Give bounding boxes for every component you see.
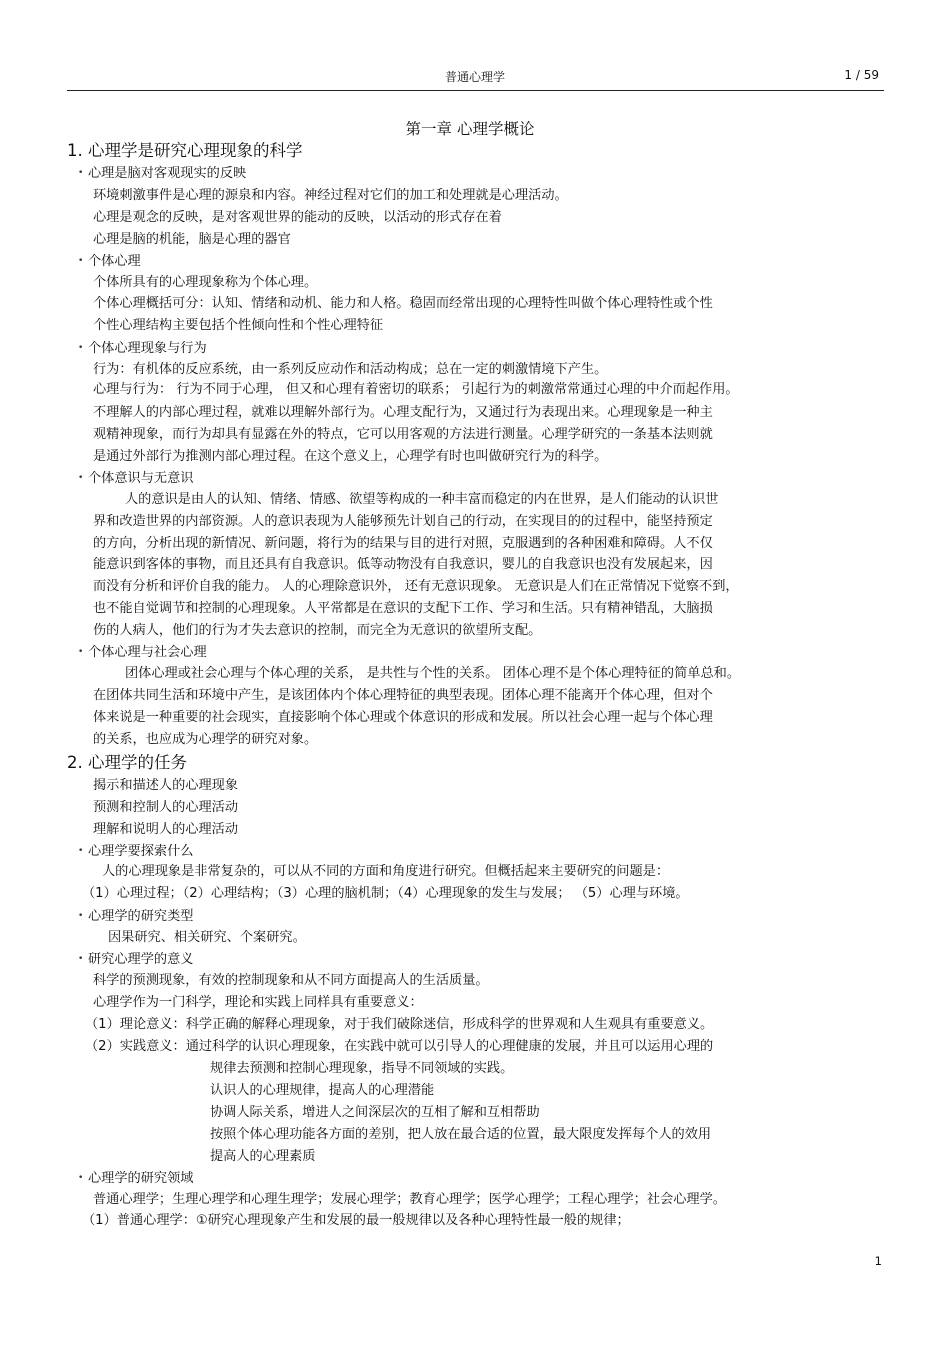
bullet-icon: •: [78, 168, 84, 178]
body-line: 行为：有机体的反应系统，由一系列反应动作和活动构成；总在一定的刺激情境下产生。: [93, 362, 608, 377]
body-line: 心理学作为一门科学，理论和实践上同样具有重要意义：: [93, 995, 423, 1010]
body-line: 人的心理现象是非常复杂的，可以从不同的方面和角度进行研究。但概括起来主要研究的问题是：: [102, 864, 670, 879]
section-heading: 1. 心理学是研究心理现象的科学: [67, 141, 303, 160]
running-header-title: 普通心理学: [444, 70, 505, 84]
body-line: 因果研究、相关研究、个案研究。: [108, 930, 306, 945]
bullet-heading: • 个体意识与无意识: [78, 471, 194, 486]
section-heading: 2. 心理学的任务: [67, 753, 187, 772]
bullet-icon: •: [78, 647, 84, 657]
bullet-heading: • 个体心理现象与行为: [78, 341, 207, 356]
body-line: 团体心理或社会心理与个体心理的关系， 是共性与个性的关系。 团体心理不是个体心理特征的简单总和。: [125, 666, 741, 681]
body-line: 人的意识是由人的认知、情绪、情感、欲望等构成的一种丰富而稳定的内在世界，是人们能动的认识世: [125, 492, 719, 507]
body-line: 按照个体心理功能各方面的差别，把人放在最合适的位置，最大限度发挥每个人的效用: [210, 1127, 712, 1142]
bullet-heading: • 个体心理与社会心理: [78, 645, 207, 660]
body-line: （1）心理过程；（2）心理结构；（3）心理的脑机制；（4）心理现象的发生与发展； （5）心理与环境。: [82, 886, 689, 901]
body-line: 是通过外部行为推测内部心理过程。在这个意义上，心理学有时也叫做研究行为的科学。: [93, 449, 608, 464]
bullet-icon: •: [78, 911, 84, 921]
body-line: （1）普通心理学：①研究心理现象产生和发展的最一般规律以及各种心理特性最一般的规律；: [82, 1213, 630, 1228]
bullet-icon: •: [78, 1173, 84, 1183]
body-line: 规律去预测和控制心理现象，指导不同领域的实践。: [210, 1061, 514, 1076]
body-line: 预测和控制人的心理活动: [93, 800, 239, 815]
body-line: 提高人的心理素质: [210, 1149, 316, 1164]
body-line: 而没有分析和评价自我的能力。 人的心理除意识外， 还有无意识现象。 无意识是人们在正常情况下觉察不到，: [93, 579, 739, 594]
bullet-heading: • 心理学的研究类型: [78, 909, 194, 924]
body-line: 个体所具有的心理现象称为个体心理。: [93, 275, 318, 290]
body-line: 个性心理结构主要包括个性倾向性和个性心理特征: [93, 318, 384, 333]
body-line: （2）实践意义：通过科学的认识心理现象，在实践中就可以引导人的心理健康的发展，并且可以运用心理的: [85, 1039, 714, 1054]
footer-page-number: 1: [874, 1254, 882, 1268]
body-line: 不理解人的内部心理过程，就难以理解外部行为。心理支配行为，又通过行为表现出来。心理现象是一种主: [93, 405, 713, 420]
header-rule: [67, 90, 884, 91]
body-line: 理解和说明人的心理活动: [93, 822, 239, 837]
body-line: 普通心理学；生理心理学和心理生理学；发展心理学；教育心理学；医学心理学；工程心理学；社会心理学。: [93, 1192, 726, 1207]
body-line: 能意识到客体的事物，而且还具有自我意识。低等动物没有自我意识，婴儿的自我意识也没有发展起来，因: [93, 557, 713, 572]
body-line: 协调人际关系，增进人之间深层次的互相了解和互相帮助: [210, 1105, 540, 1120]
bullet-icon: •: [78, 343, 84, 353]
bullet-heading: • 心理是脑对客观现实的反映: [78, 166, 247, 181]
body-line: 也不能自觉调节和控制的心理现象。人平常都是在意识的支配下工作、学习和生活。只有精神错乱，大脑损: [93, 601, 713, 616]
body-line: 心理是观念的反映，是对客观世界的能动的反映，以活动的形式存在着: [93, 210, 502, 225]
bullet-icon: •: [78, 256, 84, 266]
body-line: 科学的预测现象，有效的控制现象和从不同方面提高人的生活质量。: [93, 973, 489, 988]
body-line: （1）理论意义：科学正确的解释心理现象，对于我们破除迷信，形成科学的世界观和人生观具有重要意义。: [85, 1017, 714, 1032]
bullet-icon: •: [78, 954, 84, 964]
bullet-heading: • 个体心理: [78, 254, 141, 269]
bullet-icon: •: [78, 473, 84, 483]
page-counter: 1 / 59: [844, 68, 879, 82]
body-line: 的方向，分析出现的新情况、新问题，将行为的结果与目的进行对照，克服遇到的各种困难和障碍。人不仅: [93, 536, 713, 551]
body-line: 界和改造世界的内部资源。人的意识表现为人能够预先计划自己的行动，在实现目的的过程中，能坚持预定: [93, 514, 713, 529]
body-line: 揭示和描述人的心理现象: [93, 778, 239, 793]
body-line: 的关系，也应成为心理学的研究对象。: [93, 732, 318, 747]
body-line: 认识人的心理规律，提高人的心理潜能: [210, 1083, 435, 1098]
body-line: 环境刺激事件是心理的源泉和内容。神经过程对它们的加工和处理就是心理活动。: [93, 188, 568, 203]
body-line: 心理与行为： 行为不同于心理， 但又和心理有着密切的联系； 引起行为的刺激常常通过心理的中介而起作用。: [93, 382, 739, 397]
chapter-title: 第一章 心理学概论: [405, 120, 535, 138]
body-line: 体来说是一种重要的社会现实，直接影响个体心理或个体意识的形成和发展。所以社会心理一起与个体心理: [93, 710, 713, 725]
body-line: 个体心理概括可分：认知、情绪和动机、能力和人格。稳固而经常出现的心理特性叫做个体心理特性或个性: [93, 296, 713, 311]
body-line: 伤的人病人，他们的行为才失去意识的控制，而完全为无意识的欲望所支配。: [93, 623, 542, 638]
bullet-heading: • 心理学要探索什么: [78, 844, 194, 859]
bullet-heading: • 心理学的研究领域: [78, 1171, 194, 1186]
body-line: 心理是脑的机能，脑是心理的器官: [93, 232, 291, 247]
bullet-icon: •: [78, 846, 84, 856]
body-line: 在团体共同生活和环境中产生，是该团体内个体心理特征的典型表现。团体心理不能离开个体心理，但对个: [93, 688, 713, 703]
body-line: 观精神现象，而行为却具有显露在外的特点，它可以用客观的方法进行测量。心理学研究的一条基本法则就: [93, 427, 713, 442]
bullet-heading: • 研究心理学的意义: [78, 952, 194, 967]
